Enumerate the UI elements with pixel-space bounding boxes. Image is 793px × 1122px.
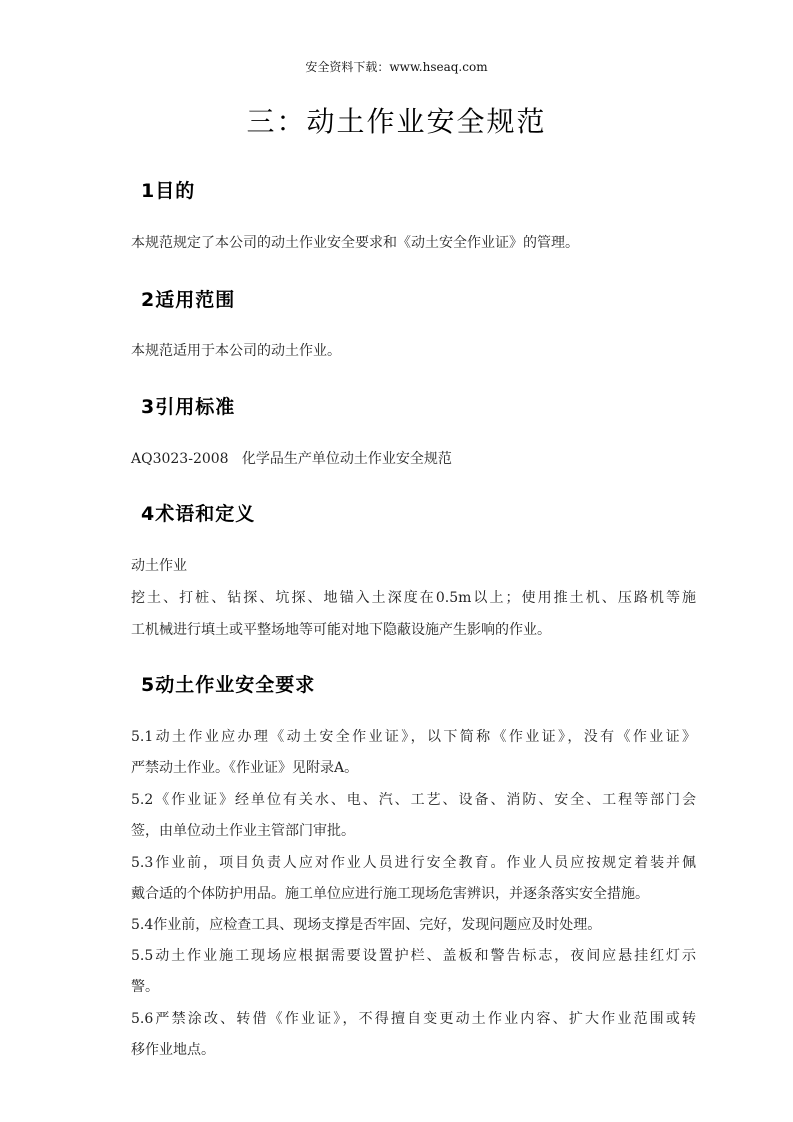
requirement-item-5-6-line2: 移作业地点。 [131, 1042, 215, 1058]
requirement-item-5-5-line1: 5.5动土作业施工现场应根据需要设置护栏、盖板和警告标志，夜间应悬挂红灯示 [131, 948, 696, 964]
page-header: 安全资料下载：www.hseaq.com [305, 60, 488, 74]
requirement-item-5-1-line2: 严禁动土作业。《作业证》见附录A。 [131, 760, 359, 776]
requirement-item-5-2-line2: 签，由单位动土作业主管部门审批。 [131, 823, 355, 839]
requirement-item-5-5-line2: 警。 [131, 979, 159, 995]
definition-term: 动土作业 [131, 558, 187, 574]
section-heading-scope: 2适用范围 [141, 289, 236, 311]
requirement-item-5-1-line1: 5.1动土作业应办理《动土安全作业证》，以下简称《作业证》，没有《作业证》 [131, 729, 696, 745]
definition-text-line2: 工机械进行填土或平整场地等可能对地下隐蔽设施产生影响的作业。 [131, 622, 551, 638]
section-heading-purpose: 1目的 [141, 180, 196, 202]
requirement-item-5-3-line1: 5.3作业前，项目负责人应对作业人员进行安全教育。作业人员应按规定着装并佩 [131, 855, 696, 871]
section-heading-references: 3引用标准 [141, 396, 236, 418]
section-body-scope: 本规范适用于本公司的动土作业。 [131, 343, 341, 359]
requirement-item-5-2-line1: 5.2《作业证》经单位有关水、电、汽、工艺、设备、消防、安全、工程等部门会 [131, 792, 696, 808]
section-heading-definitions: 4术语和定义 [141, 503, 256, 525]
requirement-item-5-3-line2: 戴合适的个体防护用品。施工单位应进行施工现场危害辨识，并逐条落实安全措施。 [131, 886, 649, 902]
section-body-references: AQ3023-2008 化学品生产单位动土作业安全规范 [131, 451, 452, 467]
definition-text-line1: 挖土、打桩、钻探、坑探、地锚入土深度在0.5m以上；使用推土机、压路机等施 [131, 590, 696, 606]
section-body-purpose: 本规范规定了本公司的动土作业安全要求和《动土安全作业证》的管理。 [131, 235, 579, 251]
section-heading-requirements: 5动土作业安全要求 [141, 674, 316, 696]
requirement-item-5-6-line1: 5.6严禁涂改、转借《作业证》，不得擅自变更动土作业内容、扩大作业范围或转 [131, 1011, 696, 1027]
requirement-item-5-4-line1: 5.4作业前，应检查工具、现场支撑是否牢固、完好，发现问题应及时处理。 [131, 917, 602, 933]
page-title: 三：动土作业安全规范 [246, 105, 547, 138]
